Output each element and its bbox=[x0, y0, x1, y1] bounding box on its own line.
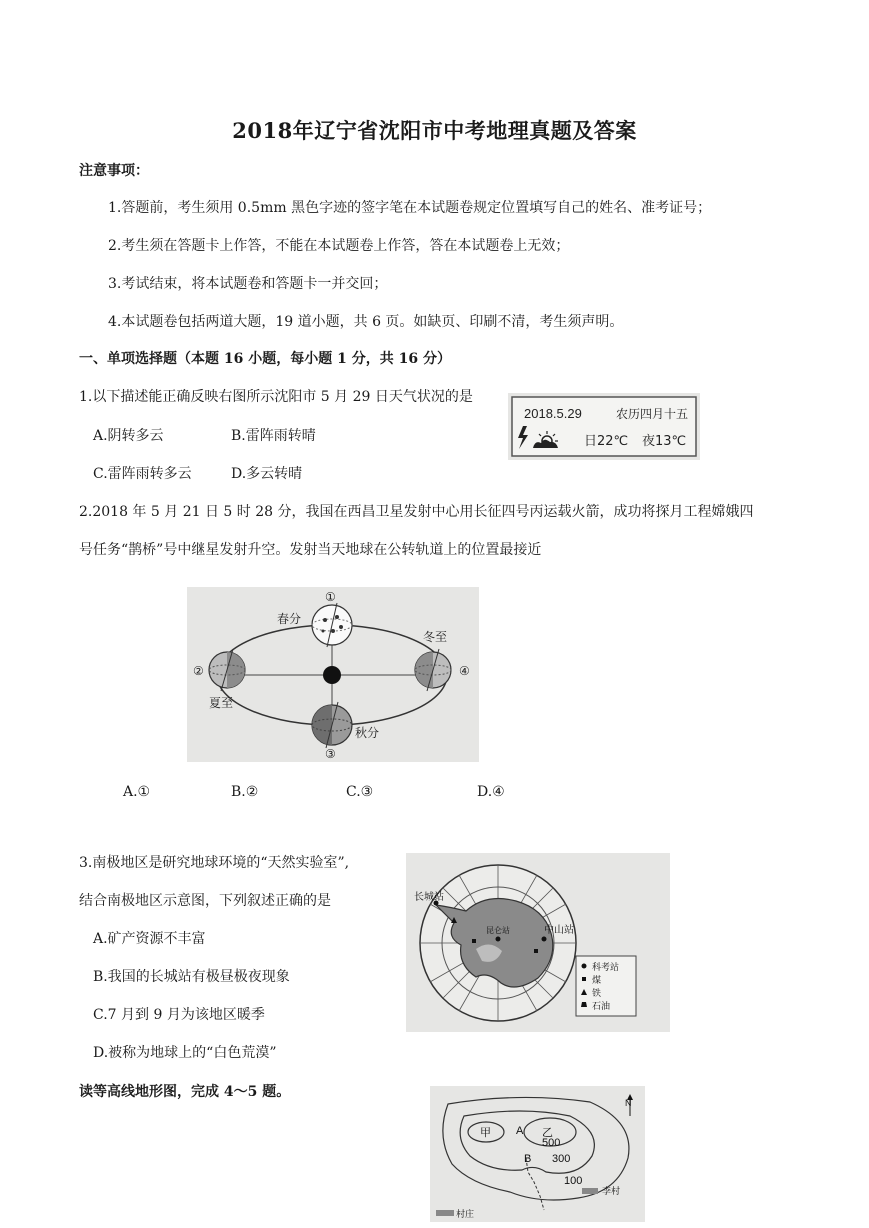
q1-option-a: A.阴转多云 bbox=[93, 428, 164, 444]
section-heading: 一、单项选择题（本题 16 小题，每小题 1 分，共 16 分） bbox=[79, 351, 451, 367]
notice-item-4: 4.本试题卷包括两道大题，19 道小题，共 6 页。如缺页、印刷不清，考生须声明。 bbox=[108, 314, 624, 330]
label-summer: 夏至 bbox=[209, 696, 234, 710]
weather-card bbox=[508, 393, 700, 460]
page-title: 2018年辽宁省沈阳市中考地理真题及答案 bbox=[232, 118, 637, 143]
q2-option-a: A.① bbox=[123, 784, 151, 800]
notice-item-2: 2.考生须在答题卡上作答，不能在本试题卷上作答，答在本试题卷上无效； bbox=[108, 238, 570, 254]
station-kunlun: 昆仑站 bbox=[486, 926, 510, 935]
q1-option-b: B.雷阵雨转晴 bbox=[231, 428, 316, 444]
q45-heading: 读等高线地形图，完成 4～5 题。 bbox=[79, 1084, 291, 1100]
contour-100: 100 bbox=[564, 1175, 583, 1187]
contour-300: 300 bbox=[552, 1153, 571, 1165]
weather-date: 2018.5.29 bbox=[524, 406, 582, 421]
north-label: N bbox=[625, 1098, 632, 1108]
notice-item-1: 1.答题前，考生须用 0.5mm 黑色字迹的签字笔在本试题卷规定位置填写自己的姓名、准考证号； bbox=[108, 200, 712, 216]
number-3: ③ bbox=[325, 747, 336, 761]
q2-option-c: C.③ bbox=[346, 784, 374, 800]
q3-stem-line2: 结合南极地区示意图，下列叙述正确的是 bbox=[79, 893, 331, 909]
contour-point-b: B bbox=[524, 1153, 532, 1165]
notice-heading: 注意事项： bbox=[79, 163, 149, 179]
q2-stem-line2: 号任务“鹊桥”号中继星发射升空。发射当天地球在公转轨道上的位置最接近 bbox=[79, 542, 542, 558]
q3-option-c: C.7 月到 9 月为该地区暖季 bbox=[93, 1007, 265, 1023]
q3-option-a: A.矿产资源不丰富 bbox=[93, 931, 206, 947]
village-label: 村庄 bbox=[456, 1210, 475, 1220]
antarctica-map bbox=[406, 853, 670, 1032]
q1-option-c: C.雷阵雨转多云 bbox=[93, 466, 192, 482]
label-autumn: 秋分 bbox=[355, 726, 380, 740]
q1-option-d: D.多云转晴 bbox=[231, 466, 303, 482]
number-4: ④ bbox=[459, 664, 470, 678]
contour-jia: 甲 bbox=[480, 1126, 491, 1139]
contour-yi: 乙 bbox=[542, 1126, 553, 1139]
earth-spring bbox=[312, 603, 352, 647]
sun bbox=[323, 666, 341, 684]
number-2: ② bbox=[193, 664, 204, 678]
weather-lunar: 农历四月十五 bbox=[616, 407, 689, 421]
orbit-figure bbox=[187, 587, 479, 762]
notice-item-3: 3.考试结束，将本试题卷和答题卡一并交回； bbox=[108, 276, 388, 292]
station-changcheng: 长城站 bbox=[414, 892, 444, 903]
label-spring: 春分 bbox=[277, 612, 302, 626]
label-winter: 冬至 bbox=[423, 630, 448, 644]
contour-point-a: A bbox=[516, 1125, 524, 1137]
weather-night-temp: 夜13℃ bbox=[642, 434, 687, 449]
q2-stem-line1: 2.2018 年 5 月 21 日 5 时 28 分，我国在西昌卫星发射中心用长征四号丙运载火箭，成功将探月工程嫦娥四 bbox=[79, 504, 754, 520]
legend-station: 科考站 bbox=[592, 963, 620, 973]
legend-coal: 煤 bbox=[592, 976, 602, 986]
station-zhongshan: 中山站 bbox=[544, 925, 574, 936]
number-1: ① bbox=[325, 590, 336, 604]
q2-option-b: B.② bbox=[231, 784, 259, 800]
q3-option-b: B.我国的长城站有极昼极夜现象 bbox=[93, 969, 290, 985]
q2-option-d: D.④ bbox=[477, 784, 505, 800]
earth-summer bbox=[209, 649, 245, 691]
legend-iron: 铁 bbox=[592, 989, 602, 999]
earth-autumn bbox=[312, 702, 352, 748]
q1-stem: 1.以下描述能正确反映右图所示沈阳市 5 月 29 日天气状况的是 bbox=[79, 389, 473, 405]
contour-map bbox=[430, 1086, 645, 1222]
legend-oil: 石油 bbox=[592, 1002, 611, 1012]
weather-day-temp: 日22℃ bbox=[584, 434, 629, 449]
q3-stem-line1: 3.南极地区是研究地球环境的“天然实验室”, bbox=[79, 855, 350, 871]
q3-option-d: D.被称为地球上的“白色荒漠” bbox=[93, 1045, 277, 1061]
village-li: 李村 bbox=[602, 1187, 621, 1197]
contour-500: 500 bbox=[542, 1137, 561, 1149]
